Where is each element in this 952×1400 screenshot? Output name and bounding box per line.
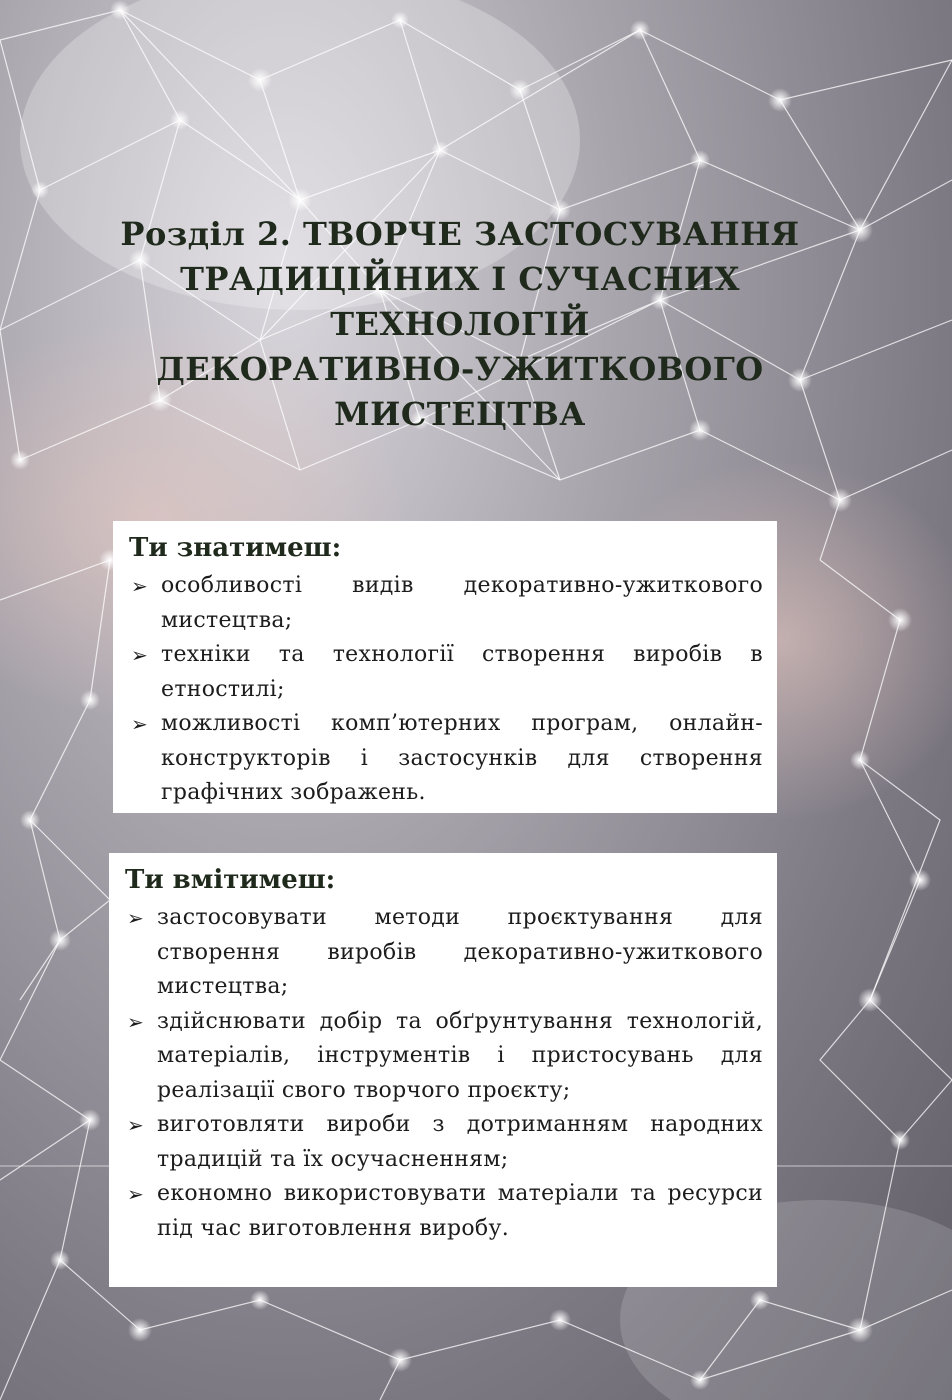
arrow-bullet-icon: ➢ (127, 1113, 145, 1137)
skills-list (125, 901, 763, 1246)
list-item-text: техніки та технології створення виробів в етностилі; (161, 642, 763, 702)
knowledge-title: Ти знатимеш: (129, 533, 342, 563)
section-title-line: ТРАДИЦІЙНИХ І СУЧАСНИХ (180, 260, 740, 298)
skills-title: Ти вмітимеш: (125, 865, 336, 895)
list-item-text: економно використовувати матеріали та ресурси під час виготовлення виробу. (157, 1181, 763, 1241)
list-item (129, 638, 763, 707)
section-title (100, 212, 820, 437)
list-item (129, 569, 763, 638)
list-item (129, 707, 763, 811)
knowledge-list (129, 569, 763, 811)
list-item (125, 1177, 763, 1246)
section-title-line: ТЕХНОЛОГІЙ (330, 305, 590, 343)
list-item-text: виготовляти вироби з дотриманням народних традицій та їх осучасненням; (157, 1112, 763, 1172)
section-title-line: Розділ 2. ТВОРЧЕ ЗАСТОСУВАННЯ (120, 215, 800, 253)
section-title-line: ДЕКОРАТИВНО-УЖИТКОВОГО (156, 350, 764, 388)
arrow-bullet-icon: ➢ (131, 574, 149, 598)
list-item-text: можливості комп’ютерних програм, онлайн-конструкторів і застосунків для створення графічних зображень. (161, 711, 763, 805)
arrow-bullet-icon: ➢ (131, 712, 149, 736)
list-item (125, 1108, 763, 1177)
list-item-text: особливості видів декоративно-ужиткового мистецтва; (161, 573, 763, 633)
skills-box (109, 853, 777, 1287)
list-item (125, 1005, 763, 1109)
arrow-bullet-icon: ➢ (131, 643, 149, 667)
arrow-bullet-icon: ➢ (127, 1182, 145, 1206)
list-item (125, 901, 763, 1005)
arrow-bullet-icon: ➢ (127, 1009, 145, 1034)
list-item-text: здійснювати добір та обґрунтування технологій, матеріалів, інструментів і пристосувань для реалізації свого творчого проєкту; (157, 1008, 763, 1103)
list-item-text: застосовувати методи проєктування для створення виробів декоративно-ужиткового мистецтва; (157, 905, 763, 999)
knowledge-box (113, 521, 777, 813)
section-title-line: МИСТЕЦТВА (334, 395, 586, 433)
arrow-bullet-icon: ➢ (127, 906, 145, 930)
